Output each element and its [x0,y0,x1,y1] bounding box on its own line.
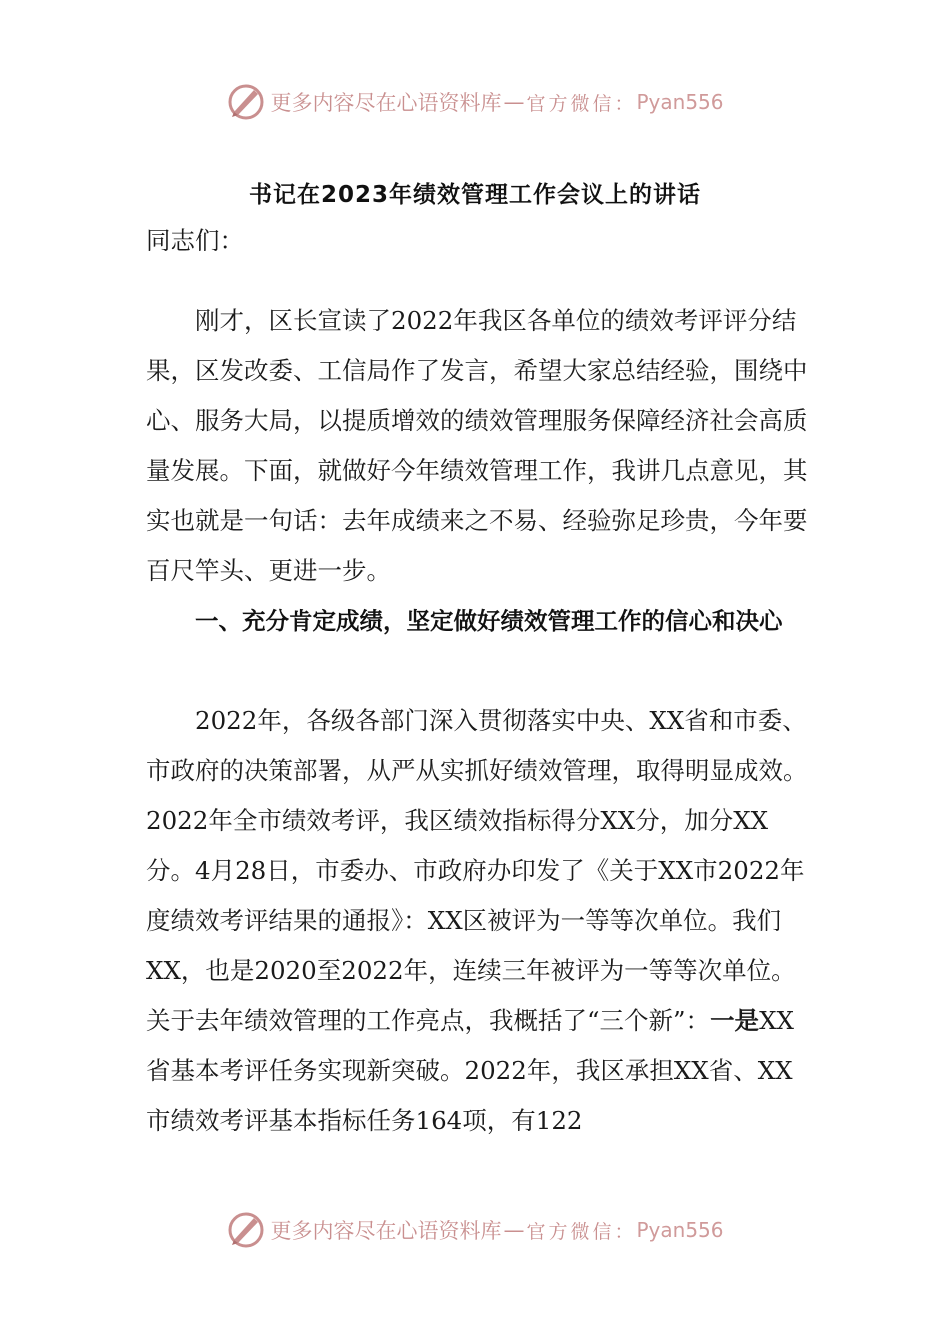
section-heading-1-text: 一、充分肯定成绩，坚定做好绩效管理工作的信心和决心 [195,607,783,635]
banner-wechat-label: 官方微信： [526,92,637,115]
paragraph-2 [146,696,808,1146]
footer-wechat-id: Pyan556 [636,1218,724,1242]
section-heading-1 [146,596,808,646]
paragraph-2-part1: 2022年，各级各部门深入贯彻落实中央、XX省和市委、市政府的决策部署，从严从实抓好绩效管理，取得明显成效。2022年全市绩效考评，我区绩效指标得分XX分，加分XX分。4月28日，市委办、市政府办印发了《关于XX市2022年度绩效考评结果的通报》：XX区被评为一等等次单位。我们XX，也是2020至2022年，连续三年被评为一等等次单位。关于去年绩效管理的工作亮点，我概括了“三个新”： [146,706,808,1035]
paragraph-2-part2: XX省基本考评任务实现新突破。2022年，我区承担XX省、XX市绩效考评基本指标任务164项，有122 [146,1006,794,1135]
footer-separator: — [503,1218,525,1242]
footer-brand: 更多内容尽在心语资料库 [270,1219,502,1243]
greeting-text: 同志们： [146,226,244,255]
pen-circle-logo-icon [226,82,266,122]
footer-banner [0,1208,950,1252]
paragraph-2-text [146,696,808,1146]
header-banner [0,80,950,124]
banner-wechat-id: Pyan556 [636,90,724,114]
paragraph-1 [146,296,808,596]
document-title: 书记在2023年绩效管理工作会议上的讲话 [248,182,701,208]
footer-wechat-label: 官方微信： [526,1220,637,1243]
pen-circle-logo-icon [226,1210,266,1250]
paragraph-2-emphasis: 一是 [710,1006,760,1035]
banner-brand: 更多内容尽在心语资料库 [270,91,502,115]
banner-separator: — [503,90,525,114]
greeting [146,216,808,266]
paragraph-1-text: 刚才，区长宣读了2022年我区各单位的绩效考评评分结果，区发改委、工信局作了发言，希望大家总结经验，围绕中心、服务大局，以提质增效的绩效管理服务保障经济社会高质量发展。下面，就做好今年绩效管理工作，我讲几点意见，其实也就是一句话：去年成绩来之不易、经验弥足珍贵，今年要百尺竿头、更进一步。 [146,306,808,585]
